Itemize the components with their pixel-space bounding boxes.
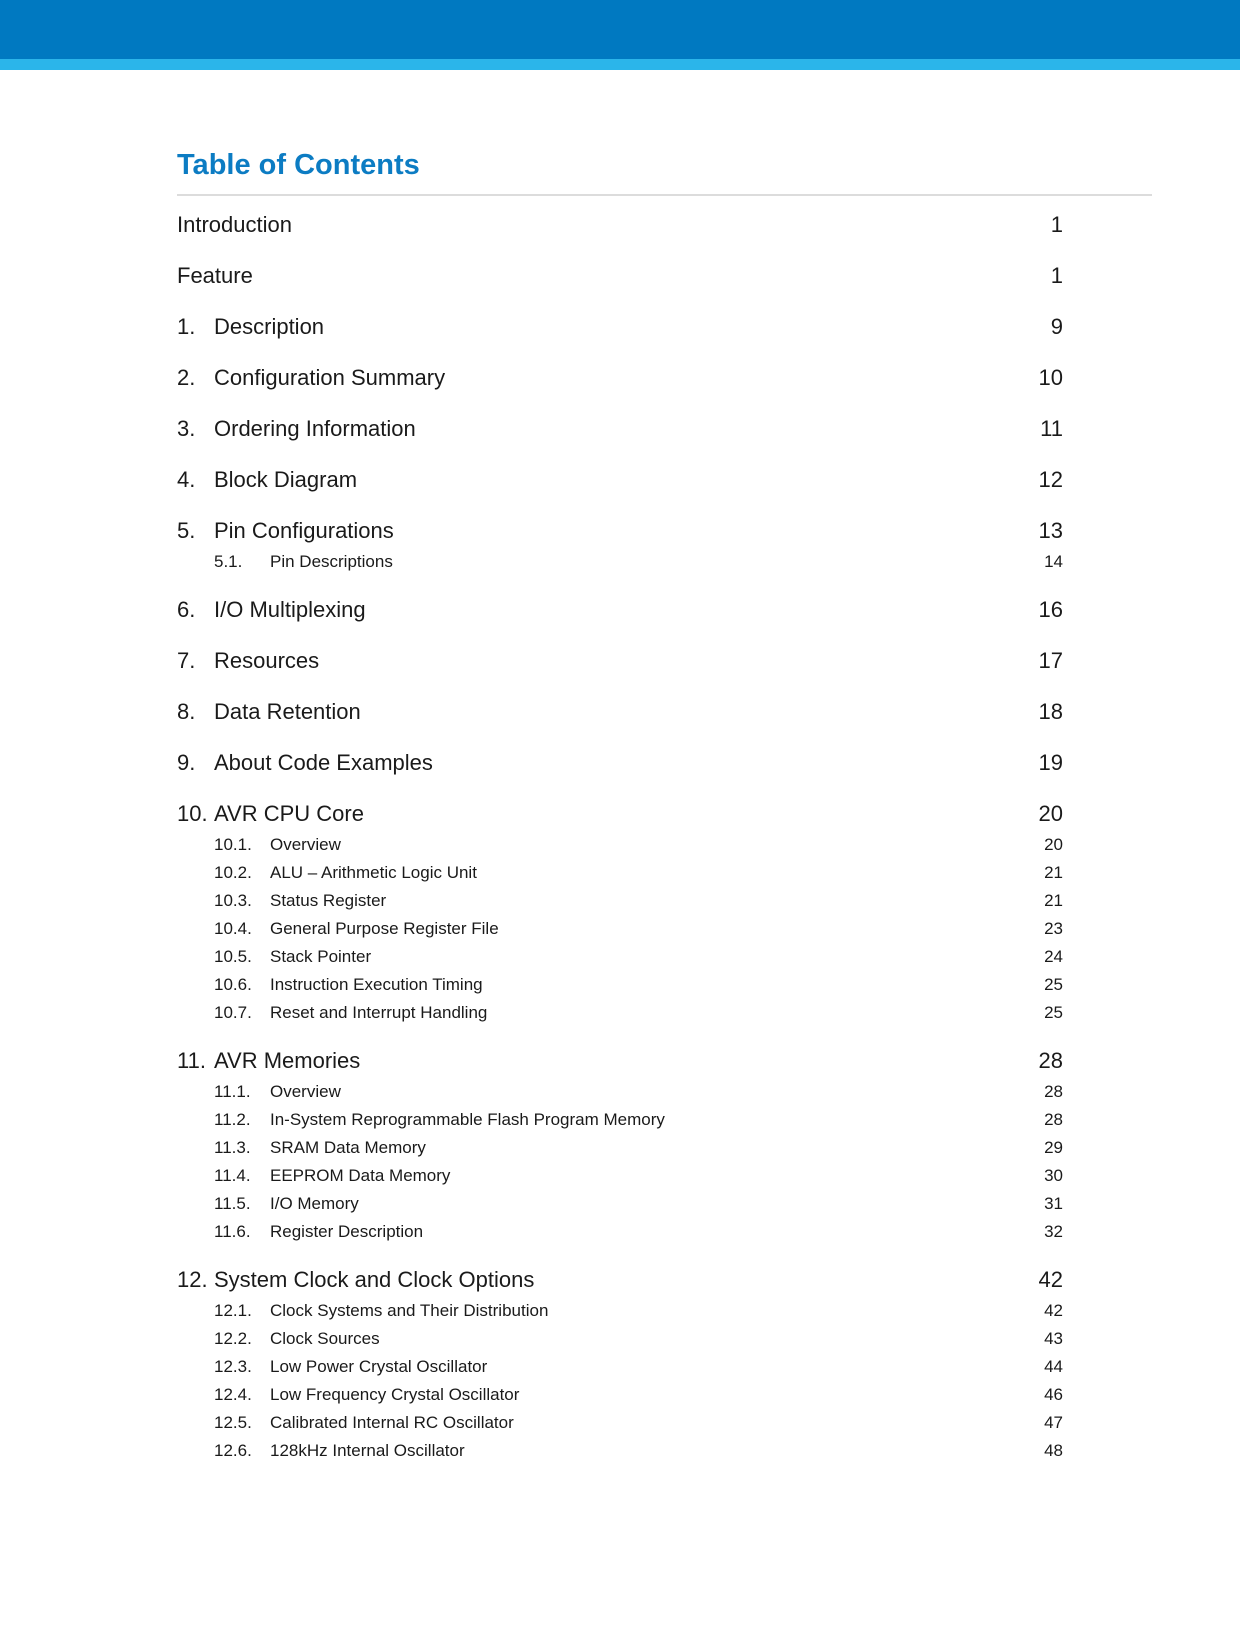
toc-entry-number: 10.3.	[214, 891, 252, 910]
toc-entry-label: AVR CPU Core	[214, 801, 364, 826]
toc-entry-number: 12.5.	[214, 1413, 252, 1432]
toc-entry-label: Register Description	[270, 1222, 424, 1241]
toc-entry-page-number: 20	[1044, 835, 1063, 854]
toc-entry-page-number: 1	[1050, 212, 1063, 237]
toc-entry[interactable]	[177, 644, 1063, 678]
toc-entry-page-number: 28	[1044, 1110, 1063, 1129]
toc-entry-page-number: 18	[1038, 699, 1063, 724]
toc-entry-page-number: 21	[1044, 891, 1063, 910]
toc-subentry[interactable]	[177, 971, 1063, 999]
toc-entry-page-number: 46	[1044, 1385, 1063, 1404]
toc-entry-number: 11.4.	[214, 1166, 251, 1185]
toc-subentry[interactable]	[177, 1190, 1063, 1218]
toc-entry-number: 10.7.	[214, 1003, 252, 1022]
toc-entry-label: Description	[214, 314, 325, 339]
toc-entry-label: Reset and Interrupt Handling	[270, 1003, 488, 1022]
toc-entry[interactable]	[177, 412, 1063, 446]
toc-entry-number: 10.2.	[214, 863, 252, 882]
toc-entry-number: 12.1.	[214, 1301, 252, 1320]
toc-entry[interactable]	[177, 310, 1063, 344]
title-divider	[177, 194, 1152, 196]
toc-entry-label: Clock Systems and Their Distribution	[270, 1301, 549, 1320]
toc-entry-page-number: 9	[1050, 314, 1063, 339]
toc-entry-page-number: 47	[1044, 1413, 1063, 1432]
toc-entry-label: Overview	[270, 1082, 341, 1101]
toc-entry[interactable]	[177, 593, 1063, 627]
toc-entry-label: EEPROM Data Memory	[270, 1166, 451, 1185]
toc-entry-label: In-System Reprogrammable Flash Program Memory	[270, 1110, 665, 1129]
toc-entry-label: Ordering Information	[214, 416, 416, 441]
toc-entry-label: Configuration Summary	[214, 365, 446, 390]
toc-entry-page-number: 42	[1038, 1267, 1063, 1292]
toc-subentry[interactable]	[177, 1218, 1063, 1246]
toc-entry-number: 11.	[177, 1048, 206, 1073]
toc-entry-label: Feature	[177, 263, 253, 288]
toc-entry-page-number: 20	[1038, 801, 1063, 826]
toc-subentry[interactable]	[177, 1134, 1063, 1162]
toc-entry[interactable]	[177, 463, 1063, 497]
toc-entry-number: 10.	[177, 801, 208, 826]
toc-entry-label: Status Register	[270, 891, 387, 910]
toc-entry-number: 2.	[177, 365, 196, 390]
toc-entry[interactable]	[177, 797, 1063, 831]
toc-entry-label: Overview	[270, 835, 341, 854]
toc-entry-label: Instruction Execution Timing	[270, 975, 483, 994]
toc-entry-number: 10.5.	[214, 947, 252, 966]
toc-subentry[interactable]	[177, 887, 1063, 915]
toc-entry-number: 12.	[177, 1267, 208, 1292]
toc-subentry[interactable]	[177, 1437, 1063, 1465]
toc-entry[interactable]	[177, 1044, 1063, 1078]
toc-entry-number: 3.	[177, 416, 196, 441]
toc-entry-page-number: 21	[1044, 863, 1063, 882]
toc-entry-page-number: 31	[1044, 1194, 1063, 1213]
toc-entry-page-number: 48	[1044, 1441, 1063, 1460]
toc-entry[interactable]	[177, 1263, 1063, 1297]
toc-entry-number: 11.2.	[214, 1110, 251, 1129]
toc-entry-number: 8.	[177, 699, 196, 724]
toc-entry-label: 128kHz Internal Oscillator	[270, 1441, 465, 1460]
toc-subentry[interactable]	[177, 915, 1063, 943]
toc-entry-page-number: 30	[1044, 1166, 1063, 1185]
toc-entry[interactable]	[177, 746, 1063, 780]
toc-entry[interactable]	[177, 259, 1063, 293]
toc-entry-number: 11.5.	[214, 1194, 251, 1213]
toc-entry-page-number: 25	[1044, 1003, 1063, 1022]
toc-entry-label: Data Retention	[214, 699, 361, 724]
table-of-contents	[177, 208, 1063, 1465]
toc-entry-number: 12.2.	[214, 1329, 252, 1348]
toc-entry-number: 12.6.	[214, 1441, 252, 1460]
toc-entry-number: 11.3.	[214, 1138, 251, 1157]
toc-entry-number: 12.3.	[214, 1357, 252, 1376]
toc-entry-label: SRAM Data Memory	[270, 1138, 426, 1157]
toc-subentry[interactable]	[177, 943, 1063, 971]
toc-entry-label: System Clock and Clock Options	[214, 1267, 535, 1292]
toc-entry-page-number: 19	[1038, 750, 1063, 775]
toc-entry[interactable]	[177, 514, 1063, 548]
header-accent-stripe	[0, 59, 1240, 70]
header-band	[0, 0, 1240, 59]
toc-entry-number: 10.1.	[214, 835, 252, 854]
page-title: Table of Contents	[177, 149, 420, 181]
toc-entry[interactable]	[177, 695, 1063, 729]
toc-entry-page-number: 28	[1044, 1082, 1063, 1101]
toc-entry-number: 7.	[177, 648, 196, 673]
toc-entry-label: Pin Configurations	[214, 518, 394, 543]
toc-subentry[interactable]	[177, 1297, 1063, 1325]
toc-entry-label: About Code Examples	[214, 750, 433, 775]
toc-entry-page-number: 12	[1038, 467, 1063, 492]
toc-entry-label: Resources	[214, 648, 320, 673]
toc-subentry[interactable]	[177, 1381, 1063, 1409]
toc-entry-page-number: 16	[1038, 597, 1063, 622]
toc-entry-page-number: 42	[1044, 1301, 1063, 1320]
toc-entry-page-number: 13	[1038, 518, 1063, 543]
toc-subentry[interactable]	[177, 548, 1063, 576]
toc-entry-page-number: 29	[1044, 1138, 1063, 1157]
toc-subentry[interactable]	[177, 831, 1063, 859]
toc-entry-number: 1.	[177, 314, 196, 339]
toc-entry-number: 5.1.	[214, 552, 243, 571]
toc-entry-label: I/O Multiplexing	[214, 597, 366, 622]
toc-entry-label: Introduction	[177, 212, 292, 237]
toc-entry-label: I/O Memory	[270, 1194, 359, 1213]
toc-entry-label: Low Power Crystal Oscillator	[270, 1357, 488, 1376]
toc-entry-page-number: 14	[1044, 552, 1063, 571]
toc-entry-label: Block Diagram	[214, 467, 358, 492]
toc-entry-label: Stack Pointer	[270, 947, 372, 966]
toc-subentry[interactable]	[177, 1353, 1063, 1381]
toc-entry-number: 9.	[177, 750, 196, 775]
toc-entry-number: 11.1.	[214, 1082, 251, 1101]
toc-entry-page-number: 1	[1050, 263, 1063, 288]
toc-subentry[interactable]	[177, 1078, 1063, 1106]
toc-entry-label: Pin Descriptions	[270, 552, 393, 571]
toc-entry-page-number: 10	[1038, 365, 1063, 390]
toc-subentry[interactable]	[177, 1106, 1063, 1134]
toc-subentry[interactable]	[177, 1162, 1063, 1190]
toc-entry-label: General Purpose Register File	[270, 919, 499, 938]
toc-entry-page-number: 17	[1038, 648, 1063, 673]
toc-entry-number: 11.6.	[214, 1222, 251, 1241]
toc-entry-label: Clock Sources	[270, 1329, 380, 1348]
toc-entry[interactable]	[177, 208, 1063, 242]
toc-entry-label: ALU – Arithmetic Logic Unit	[270, 863, 477, 882]
toc-entry-page-number: 44	[1044, 1357, 1063, 1376]
toc-entry-number: 10.6.	[214, 975, 252, 994]
toc-entry-number: 10.4.	[214, 919, 252, 938]
toc-entry-number: 12.4.	[214, 1385, 252, 1404]
toc-subentry[interactable]	[177, 859, 1063, 887]
toc-entry-page-number: 24	[1044, 947, 1063, 966]
toc-entry-page-number: 43	[1044, 1329, 1063, 1348]
toc-entry-label: Calibrated Internal RC Oscillator	[270, 1413, 514, 1432]
toc-subentry[interactable]	[177, 999, 1063, 1027]
toc-entry-page-number: 32	[1044, 1222, 1063, 1241]
toc-entry-label: Low Frequency Crystal Oscillator	[270, 1385, 520, 1404]
toc-entry-page-number: 28	[1038, 1048, 1063, 1073]
toc-entry-page-number: 25	[1044, 975, 1063, 994]
toc-entry[interactable]	[177, 361, 1063, 395]
toc-subentry[interactable]	[177, 1325, 1063, 1353]
toc-subentry[interactable]	[177, 1409, 1063, 1437]
toc-entry-page-number: 11	[1040, 416, 1063, 441]
toc-entry-label: AVR Memories	[214, 1048, 361, 1073]
toc-entry-number: 4.	[177, 467, 196, 492]
toc-entry-page-number: 23	[1044, 919, 1063, 938]
toc-entry-number: 6.	[177, 597, 196, 622]
toc-entry-number: 5.	[177, 518, 196, 543]
